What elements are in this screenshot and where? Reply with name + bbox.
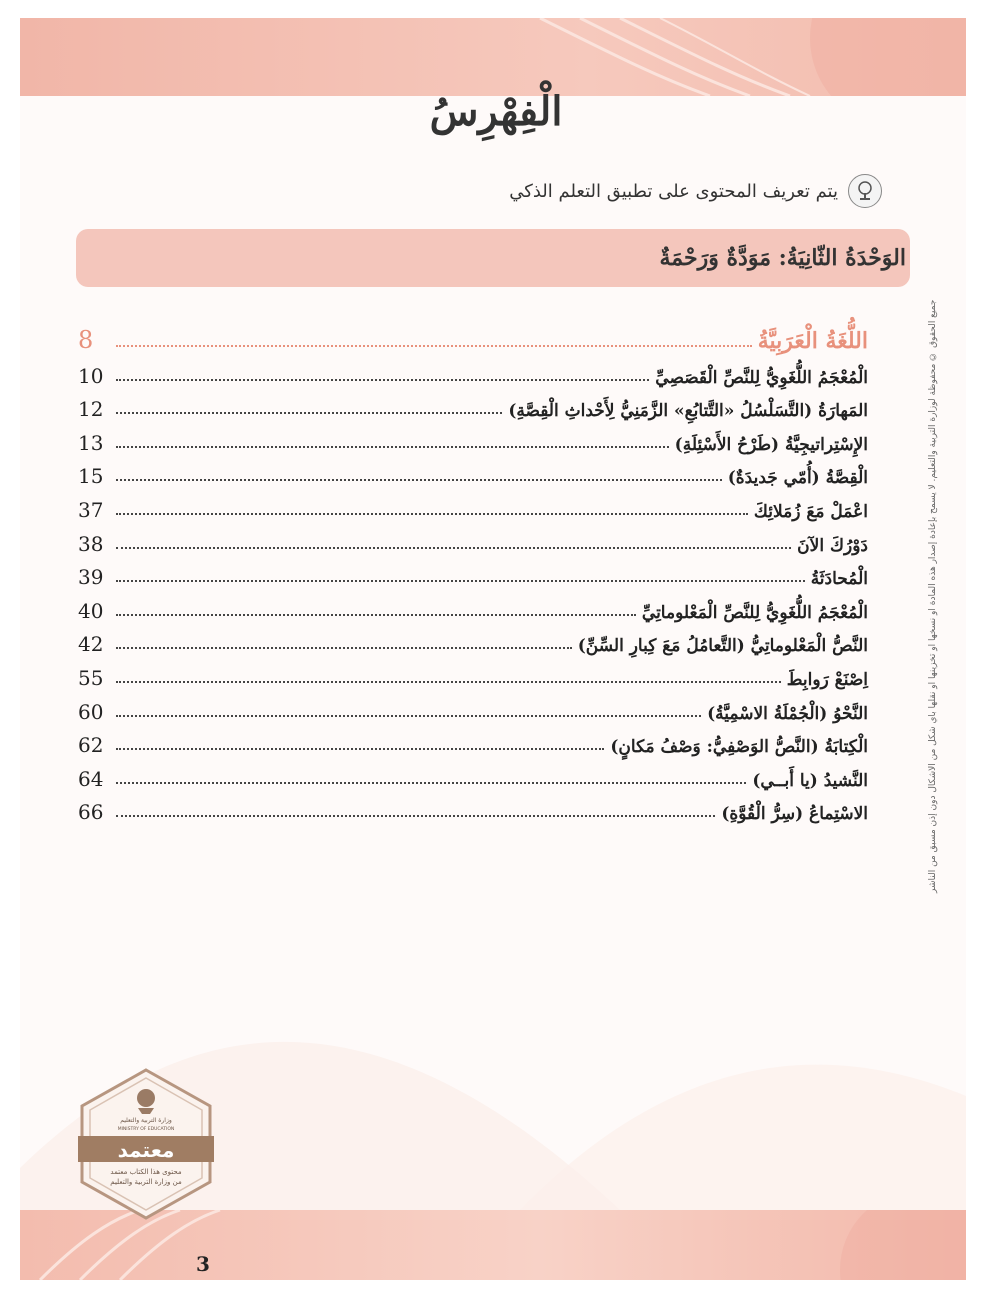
toc-item[interactable] bbox=[78, 690, 868, 724]
toc-item[interactable] bbox=[78, 421, 868, 455]
toc-item[interactable] bbox=[78, 589, 868, 623]
toc-item-page: 38 bbox=[78, 531, 104, 556]
toc-leader-dots bbox=[116, 781, 746, 784]
toc-item-page: 64 bbox=[78, 766, 104, 791]
toc-item-page: 10 bbox=[78, 363, 104, 388]
toc-item-page: 66 bbox=[78, 800, 104, 825]
toc-leader-dots bbox=[116, 445, 669, 448]
uae-emblem-icon bbox=[137, 1089, 155, 1114]
toc-leader-dots bbox=[116, 512, 748, 515]
toc-item[interactable] bbox=[78, 488, 868, 522]
tree-logo-icon bbox=[848, 174, 882, 208]
toc-item-label: النَّصُّ الْمَعْلوماتِيُّ (التَّعامُلُ مَعَ كِبارِ السِّنِّ) bbox=[577, 636, 868, 657]
toc-item[interactable] bbox=[78, 757, 868, 791]
badge-ministry-en: MINISTRY OF EDUCATION bbox=[117, 1127, 175, 1132]
toc-item-label: النَّشيدُ (يا أَبــي) bbox=[752, 770, 868, 791]
toc-item[interactable] bbox=[78, 623, 868, 657]
toc-item-label: اِصْنَعْ رَوابِطَ bbox=[786, 669, 868, 690]
smart-note-text: يتم تعريف المحتوى على تطبيق التعلم الذكي bbox=[509, 180, 838, 202]
approved-badge bbox=[78, 1068, 214, 1220]
toc-item-label: النَّحْوُ (الْجُمْلَةُ الاسْمِيَّةُ) bbox=[707, 703, 868, 724]
toc-item-label: الْكِتابَةُ (النَّصُّ الوَصْفِيُّ: وَصْفُ مَكانٍ) bbox=[610, 737, 868, 758]
toc-item-label: المَهارَةُ (التَّسَلْسُلُ «التَّتابُعِ» الزَّمَنِيُّ لِأَحْداثِ الْقِصَّةِ) bbox=[508, 401, 868, 422]
toc-leader-dots bbox=[116, 646, 572, 649]
unit-banner bbox=[76, 229, 910, 287]
top-decorative-band bbox=[20, 18, 966, 96]
toc-item[interactable] bbox=[78, 791, 868, 825]
toc-item-label: دَوْرُكَ الآنَ bbox=[797, 535, 868, 556]
toc-leader-dots bbox=[116, 478, 722, 481]
toc-item[interactable] bbox=[78, 724, 868, 758]
badge-line1: محتوى هذا الكتاب معتمد bbox=[110, 1168, 182, 1176]
toc-heading-label: اللُّغَةُ الْعَرَبِيَّةُ bbox=[757, 328, 868, 354]
toc-item-page: 62 bbox=[78, 733, 104, 758]
toc-leader-dots bbox=[116, 546, 791, 549]
toc-item-page: 13 bbox=[78, 430, 104, 455]
toc-item[interactable] bbox=[78, 656, 868, 690]
toc-item-page: 37 bbox=[78, 497, 104, 522]
toc-item-label: الإِسْتِراتيجِيَّةُ (طَرْحُ الأَسْئِلَةِ) bbox=[674, 434, 868, 455]
toc-item-page: 60 bbox=[78, 699, 104, 724]
page-number: 3 bbox=[196, 1252, 210, 1276]
toc-leader-dots bbox=[116, 714, 701, 717]
toc-item-label: الْقِصَّةُ (أُمّي جَديدَةٌ) bbox=[727, 468, 868, 489]
badge-line2: من وزارة التربية والتعليم bbox=[110, 1178, 182, 1186]
toc-leader-dots bbox=[116, 579, 805, 582]
toc-leader-dots bbox=[116, 344, 752, 347]
badge-word: معتمد bbox=[117, 1138, 175, 1162]
toc-item[interactable] bbox=[78, 354, 868, 388]
toc-item-label: اعْمَلْ مَعَ زُمَلائِكَ bbox=[753, 501, 868, 522]
badge-ministry: وزارة التربية والتعليم bbox=[120, 1117, 172, 1124]
toc-leader-dots bbox=[116, 613, 636, 616]
toc-item-label: الْمُعْجَمُ اللُّغَوِيُّ لِلنَّصِّ الْقَصَصِيِّ bbox=[655, 367, 868, 388]
toc-item[interactable] bbox=[78, 388, 868, 422]
page-title: الْفِهْرِسُ bbox=[429, 88, 563, 135]
top-band-curves bbox=[20, 18, 966, 96]
toc-leader-dots bbox=[116, 680, 781, 683]
toc-item-label: الْمُحادَثَةُ bbox=[810, 569, 868, 590]
toc-item-page: 55 bbox=[78, 665, 104, 690]
toc-heading-page: 8 bbox=[78, 326, 94, 354]
bottom-band-curves bbox=[20, 1210, 966, 1280]
toc-item-page: 40 bbox=[78, 598, 104, 623]
smart-learning-note bbox=[509, 174, 882, 208]
toc-item-page: 15 bbox=[78, 464, 104, 489]
toc-item-page: 42 bbox=[78, 632, 104, 657]
toc-leader-dots bbox=[116, 378, 649, 381]
unit-title: الوَحْدَةُ الثّانِيَةُ: مَوَدَّةٌ وَرَحْمَةٌ bbox=[659, 245, 906, 271]
copyright-side-note: جميع الحقوق © محفوظة لوزارة التربية والتعليم. لا يسمح بإعادة إصدار هذه المادة أو نسخها أو تخزينها أو نقلها بأي شكل من الأشكال دون إذن مسبق من الناشر bbox=[928, 300, 938, 894]
toc-leader-dots bbox=[116, 814, 715, 817]
toc-item[interactable] bbox=[78, 455, 868, 489]
bottom-decorative-band bbox=[20, 1210, 966, 1280]
toc-item-page: 39 bbox=[78, 565, 104, 590]
toc-item-page: 12 bbox=[78, 397, 104, 422]
toc-item-label: الاسْتِماعُ (سِرُّ الْقُوَّةِ) bbox=[721, 804, 868, 825]
table-of-contents bbox=[78, 318, 868, 824]
toc-item-label: الْمُعْجَمُ اللُّغَوِيُّ لِلنَّصِّ الْمَعْلوماتِيِّ bbox=[641, 602, 868, 623]
toc-item[interactable] bbox=[78, 556, 868, 590]
toc-section-heading[interactable] bbox=[78, 318, 868, 354]
toc-leader-dots bbox=[116, 747, 604, 750]
toc-item[interactable] bbox=[78, 522, 868, 556]
toc-leader-dots bbox=[116, 411, 502, 414]
